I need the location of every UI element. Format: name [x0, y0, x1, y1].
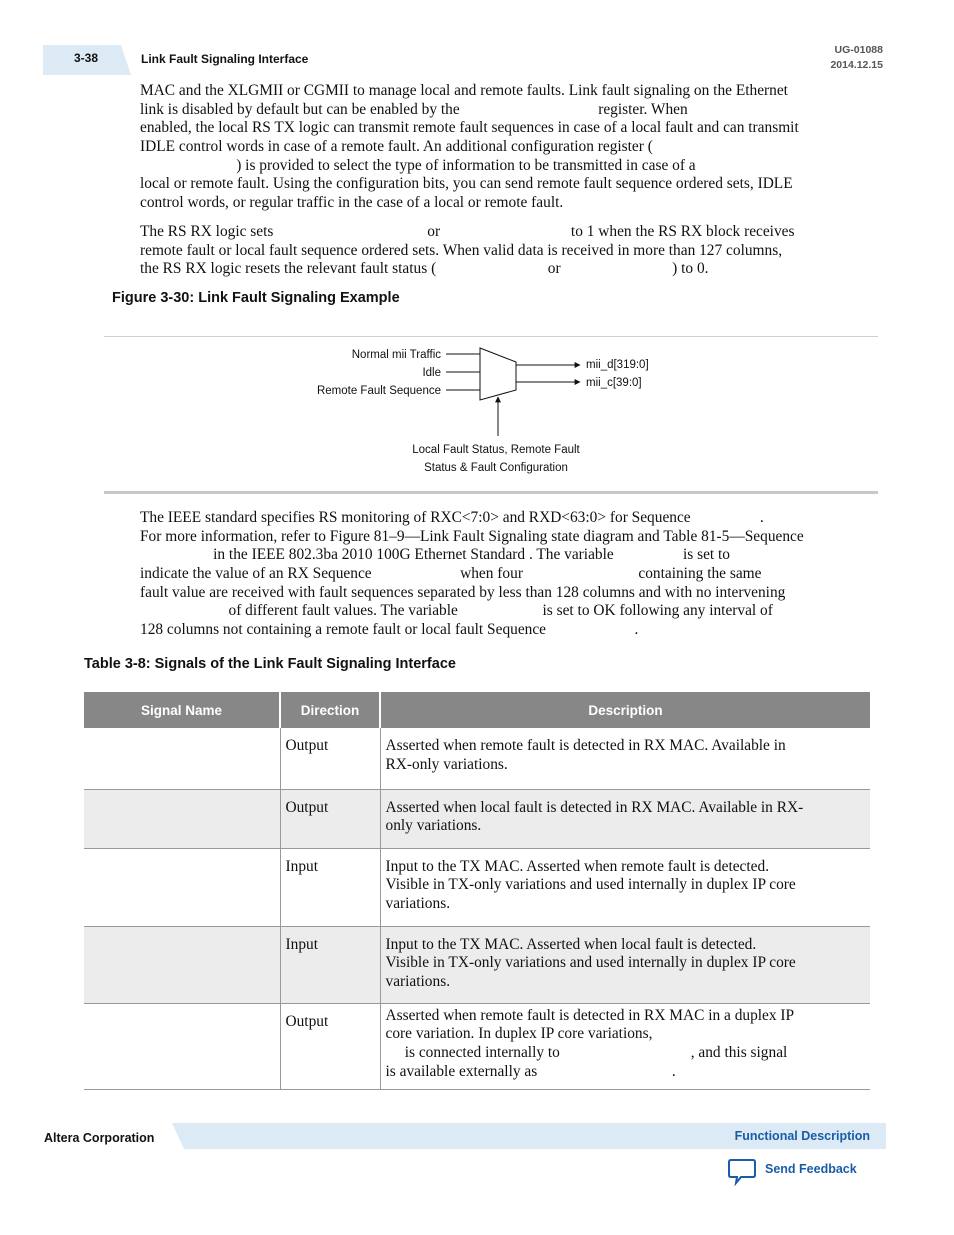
- description-line: Input to the TX MAC. Asserted when local fault is detected.: [385, 935, 757, 953]
- feedback-icon[interactable]: [727, 1158, 757, 1186]
- text-line: indicate the value of an RX Sequence when four containing the same: [140, 565, 762, 583]
- text-line: remote fault or local fault sequence ordered sets. When valid data is received in more than 127 columns,: [140, 241, 783, 259]
- table-row: [84, 789, 870, 848]
- text-line: MAC and the XLGMII or CGMII to manage local and remote faults. Link fault signaling on the Ethernet: [140, 82, 788, 99]
- table-header-row: [84, 692, 870, 728]
- doc-date: 2014.12.15: [830, 59, 883, 71]
- text-line: 128 columns not containing a remote fault or local fault Sequence .: [140, 621, 639, 639]
- control-label-line2: Status & Fault Configuration: [424, 462, 568, 474]
- description-line: variations.: [385, 972, 451, 990]
- page-number: 3-38: [74, 51, 99, 65]
- input-label-idle: Idle: [422, 367, 441, 379]
- figure-bottom-rule: [104, 491, 878, 494]
- description-line: core variation. In duplex IP core variations,: [385, 1025, 653, 1043]
- signals-table: [84, 692, 870, 1090]
- section-title: Link Fault Signaling Interface: [141, 52, 309, 66]
- text-line: link is disabled by default but can be enabled by the register. When: [140, 100, 688, 118]
- input-label-normal-traffic: Normal mii Traffic: [351, 349, 441, 361]
- multiplexer-shape: [480, 348, 516, 400]
- company-name: Altera Corporation: [44, 1131, 155, 1145]
- text-line: IDLE control words in case of a remote fault. An additional configuration register (: [140, 138, 653, 156]
- output-label-mii-c: mii_c[39:0]: [586, 377, 642, 389]
- description-line: Asserted when local fault is detected in RX MAC. Available in RX-: [385, 798, 804, 816]
- paragraph-ieee-standard: [140, 509, 870, 640]
- description-line: is available externally as .: [385, 1062, 676, 1080]
- table-row: [84, 728, 870, 789]
- description-line: only variations.: [385, 817, 482, 835]
- text-line: in the IEEE 802.3ba 2010 100G Ethernet Standard . The variable is set to: [140, 546, 731, 564]
- text-line: enabled, the local RS TX logic can transmit remote fault sequences in case of a local fault and can transmit: [140, 119, 799, 137]
- description-line: RX-only variations.: [385, 755, 508, 773]
- table-caption: Table 3-8: Signals of the Link Fault Signaling Interface: [84, 656, 456, 672]
- table-row: [84, 1003, 870, 1090]
- description-cell: [380, 926, 870, 1003]
- send-feedback-link[interactable]: Send Feedback: [765, 1162, 857, 1176]
- text-line: For more information, refer to Figure 81–9—Link Fault Signaling state diagram and Table 81-5—Sequence: [140, 527, 804, 545]
- description-cell: [380, 848, 870, 926]
- text-line: of different fault values. The variable is set to OK following any interval of: [140, 602, 773, 620]
- text-line: local or remote fault. Using the configuration bits, you can send remote fault sequence ordered sets, IDLE: [140, 175, 793, 193]
- signal-name-cell: [84, 926, 280, 1003]
- description-line: Asserted when remote fault is detected in RX MAC in a duplex IP: [385, 1006, 795, 1024]
- description-cell: [380, 789, 870, 848]
- functional-description-link[interactable]: Functional Description: [734, 1129, 870, 1143]
- signal-name-cell: [84, 728, 280, 789]
- direction-cell: Input: [280, 926, 380, 1003]
- column-header-description: Description: [380, 692, 870, 728]
- output-label-mii-d: mii_d[319:0]: [586, 359, 649, 371]
- description-line: is connected internally to , and this signal: [385, 1043, 788, 1061]
- direction-cell: Output: [280, 728, 380, 789]
- description-line: Visible in TX-only variations and used internally in duplex IP core: [385, 954, 796, 972]
- text-line: The RS RX logic sets or to 1 when the RS RX block receives: [140, 223, 795, 240]
- text-line: The IEEE standard specifies RS monitoring of RXC<7:0> and RXD<63:0> for Sequence .: [140, 509, 764, 526]
- paragraph-rs-rx-logic: [140, 223, 870, 279]
- description-cell: [380, 1003, 870, 1090]
- table-row: [84, 848, 870, 926]
- column-header-signal-name: Signal Name: [84, 692, 280, 728]
- figure-top-rule: [104, 336, 878, 337]
- direction-cell: Output: [280, 1003, 380, 1090]
- control-label-line1: Local Fault Status, Remote Fault: [412, 444, 580, 456]
- description-line: Input to the TX MAC. Asserted when remote fault is detected.: [385, 857, 770, 875]
- description-line: Visible in TX-only variations and used internally in duplex IP core: [385, 876, 796, 894]
- paragraph-link-fault-intro: [140, 82, 870, 213]
- signal-name-cell: [84, 1003, 280, 1090]
- description-line: Asserted when remote fault is detected in RX MAC. Available in: [385, 737, 786, 754]
- direction-cell: Input: [280, 848, 380, 926]
- direction-cell: Output: [280, 789, 380, 848]
- figure-caption: Figure 3-30: Link Fault Signaling Example: [112, 290, 400, 306]
- description-cell: [380, 728, 870, 789]
- doc-id: UG-01088: [834, 44, 883, 56]
- column-header-direction: Direction: [280, 692, 380, 728]
- table-row: [84, 926, 870, 1003]
- text-line: the RS RX logic resets the relevant fault status ( or ) to 0.: [140, 260, 709, 278]
- signal-name-cell: [84, 848, 280, 926]
- text-line: control words, or regular traffic in the case of a local or remote fault.: [140, 194, 564, 212]
- text-line: ) is provided to select the type of information to be transmitted in case of a: [140, 156, 696, 174]
- doc-id-block: [830, 43, 883, 73]
- input-label-remote-fault-sequence: Remote Fault Sequence: [316, 385, 441, 397]
- description-line: variations.: [385, 894, 451, 912]
- text-line: fault value are received with fault sequences separated by less than 128 columns and with no intervening: [140, 583, 786, 601]
- link-fault-diagram: [300, 340, 680, 480]
- signal-name-cell: [84, 789, 280, 848]
